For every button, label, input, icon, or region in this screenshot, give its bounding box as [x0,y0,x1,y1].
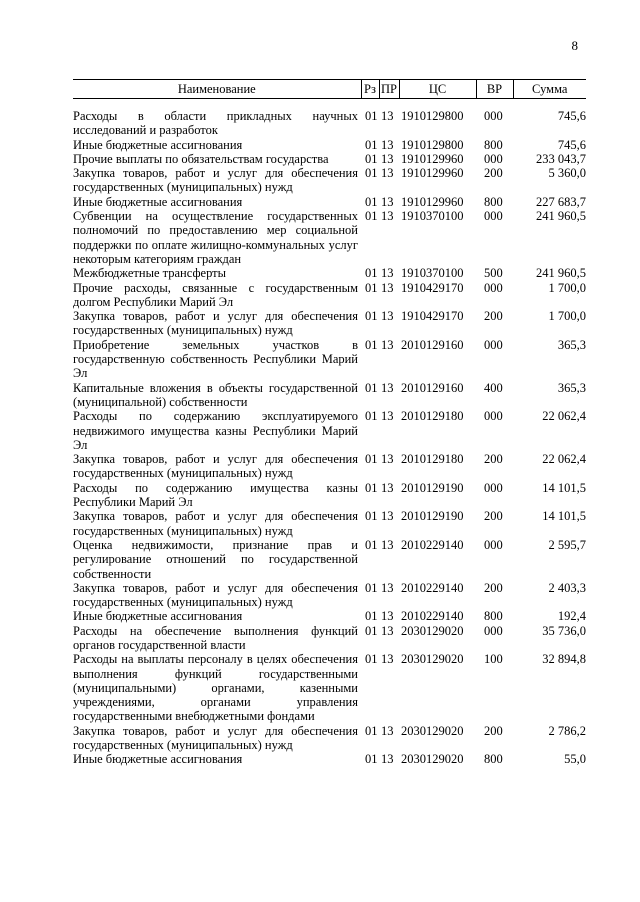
cell-pr: 13 [381,752,394,767]
table-row [73,152,586,166]
cell-name: Расходы на выплаты персоналу в целях обеспечения выполнения функций государственными (муниципальными) органами, казенными учреждениями, органами управления государственными внебюджетными фондами [73,652,358,724]
cell-name: Иные бюджетные ассигнования [73,137,243,152]
table-row [73,652,586,723]
cell-rz: 01 [365,723,378,738]
cell-rz: 01 [365,537,378,552]
cell-name: Расходы на обеспечение выполнения функций органов государственной власти [73,623,358,652]
table-row [73,281,586,310]
cell-vr: 500 [484,266,503,281]
cell-sum: 233 043,7 [536,151,586,166]
table-row [73,166,586,195]
cell-pr: 13 [381,409,394,424]
cell-vr: 200 [484,309,503,324]
cell-cs: 2010129160 [401,380,464,395]
cell-pr: 13 [381,623,394,638]
cell-name: Закупка товаров, работ и услуг для обеспечения государственных (муниципальных) нужд [73,166,358,195]
cell-sum: 241 960,5 [536,266,586,281]
cell-pr: 13 [381,151,394,166]
cell-rz: 01 [365,109,378,123]
header-vr: ВР [476,80,513,99]
cell-name: Расходы по содержанию имущества казны Республики Марий Эл [73,480,358,510]
header-sum: Сумма [513,80,586,99]
cell-pr: 13 [381,309,394,324]
cell-name: Субвенции на осуществление государственных полномочий по предоставлению мер социальной поддержки по оплате жилищно-коммунальных услуг некоторым категориям граждан [73,209,358,266]
cell-rz: 01 [365,166,378,181]
cell-sum: 22 062,4 [542,452,586,467]
cell-rz: 01 [365,452,378,467]
cell-pr: 13 [381,580,394,595]
cell-cs: 1910429170 [401,309,464,324]
cell-sum: 55,0 [564,752,586,767]
cell-name: Капитальные вложения в объекты государственной (муниципальной) собственности [73,380,358,409]
table-row [73,538,586,581]
table-row [73,752,586,766]
header-cs: ЦС [399,80,476,99]
table-row [73,452,586,481]
cell-rz: 01 [365,652,378,667]
cell-sum: 1 700,0 [548,309,586,324]
table-header [73,80,586,99]
table-row [73,381,586,410]
table-row [73,581,586,610]
cell-sum: 192,4 [557,609,586,624]
cell-vr: 200 [484,580,503,595]
cell-cs: 1910129960 [401,166,464,181]
cell-vr: 000 [484,480,503,495]
table-row [73,481,586,510]
cell-vr: 200 [484,509,503,524]
cell-cs: 2030129020 [401,652,464,667]
cell-vr: 000 [484,151,503,166]
cell-cs: 1910129800 [401,109,464,123]
cell-sum: 241 960,5 [536,209,586,224]
cell-pr: 13 [381,266,394,281]
cell-cs: 2010129180 [401,452,464,467]
table-row [73,99,586,138]
cell-pr: 13 [381,509,394,524]
table-row [73,266,586,280]
table-row [73,309,586,338]
cell-cs: 2030129020 [401,752,464,767]
cell-cs: 2010129190 [401,509,464,524]
cell-rz: 01 [365,151,378,166]
cell-rz: 01 [365,380,378,395]
cell-vr: 400 [484,380,503,395]
cell-sum: 745,6 [557,137,586,152]
cell-name: Приобретение земельных участков в государственную собственность Республики Марий Эл [73,337,358,381]
cell-vr: 800 [484,194,503,209]
cell-pr: 13 [381,280,394,295]
cell-cs: 1910129960 [401,151,464,166]
cell-name: Расходы по содержанию эксплуатируемого недвижимого имущества казны Республики Марий Эл [73,409,358,452]
cell-sum: 2 595,7 [548,537,586,552]
cell-cs: 1910370100 [401,209,464,224]
table-row [73,724,586,753]
cell-sum: 32 894,8 [542,652,586,667]
table-body [73,99,586,767]
cell-vr: 100 [484,652,503,667]
table-row [73,338,586,381]
cell-cs: 2010229140 [401,609,464,624]
cell-cs: 2010129190 [401,480,464,495]
cell-name: Закупка товаров, работ и услуг для обеспечения государственных (муниципальных) нужд [73,309,358,338]
cell-name: Иные бюджетные ассигнования [73,752,243,767]
cell-pr: 13 [381,337,394,352]
cell-sum: 35 736,0 [542,623,586,638]
cell-name: Иные бюджетные ассигнования [73,609,243,624]
cell-name: Закупка товаров, работ и услуг для обеспечения государственных (муниципальных) нужд [73,452,358,481]
cell-pr: 13 [381,537,394,552]
cell-vr: 000 [484,209,503,224]
cell-cs: 1910129960 [401,194,464,209]
cell-rz: 01 [365,752,378,767]
cell-pr: 13 [381,480,394,495]
cell-vr: 800 [484,609,503,624]
table-row [73,624,586,653]
cell-pr: 13 [381,137,394,152]
cell-rz: 01 [365,480,378,495]
cell-vr: 200 [484,452,503,467]
cell-rz: 01 [365,137,378,152]
cell-sum: 365,3 [557,337,586,352]
cell-vr: 800 [484,752,503,767]
cell-sum: 5 360,0 [548,166,586,181]
cell-cs: 1910429170 [401,280,464,295]
cell-vr: 000 [484,109,503,123]
cell-sum: 14 101,5 [542,480,586,495]
table-row [73,509,586,538]
cell-pr: 13 [381,609,394,624]
table-row [73,409,586,452]
cell-rz: 01 [365,266,378,281]
page-number: 8 [571,38,578,53]
cell-sum: 14 101,5 [542,509,586,524]
cell-sum: 22 062,4 [542,409,586,424]
cell-cs: 2030129020 [401,723,464,738]
cell-name: Прочие выплаты по обязательствам государства [73,151,329,166]
cell-pr: 13 [381,452,394,467]
cell-rz: 01 [365,309,378,324]
cell-sum: 2 786,2 [548,723,586,738]
cell-rz: 01 [365,580,378,595]
cell-cs: 2010129160 [401,337,464,352]
header-rz: Рз [361,80,379,99]
table-row [73,609,586,623]
cell-sum: 1 700,0 [548,280,586,295]
cell-rz: 01 [365,623,378,638]
cell-cs: 2010129180 [401,409,464,424]
cell-name: Закупка товаров, работ и услуг для обеспечения государственных (муниципальных) нужд [73,580,358,610]
cell-cs: 1910370100 [401,266,464,281]
cell-name: Иные бюджетные ассигнования [73,194,243,209]
cell-vr: 000 [484,337,503,352]
cell-pr: 13 [381,652,394,667]
cell-pr: 13 [381,209,394,224]
cell-cs: 2030129020 [401,623,464,638]
cell-rz: 01 [365,194,378,209]
cell-sum: 227 683,7 [536,194,586,209]
table-row [73,195,586,209]
cell-vr: 000 [484,409,503,424]
cell-cs: 2010229140 [401,537,464,552]
cell-name: Межбюджетные трансферты [73,266,227,281]
cell-cs: 1910129800 [401,137,464,152]
cell-vr: 200 [484,166,503,181]
cell-rz: 01 [365,337,378,352]
cell-name: Закупка товаров, работ и услуг для обеспечения государственных (муниципальных) нужд [73,509,358,538]
cell-name: Прочие расходы, связанные с государственным долгом Республики Марий Эл [73,280,358,309]
cell-name: Закупка товаров, работ и услуг для обеспечения государственных (муниципальных) нужд [73,723,358,753]
cell-vr: 000 [484,280,503,295]
cell-pr: 13 [381,109,394,123]
cell-vr: 800 [484,137,503,152]
cell-sum: 745,6 [557,109,586,123]
cell-cs: 2010229140 [401,580,464,595]
cell-rz: 01 [365,409,378,424]
cell-sum: 2 403,3 [548,580,586,595]
cell-pr: 13 [381,194,394,209]
cell-pr: 13 [381,166,394,181]
cell-vr: 200 [484,723,503,738]
cell-pr: 13 [381,380,394,395]
cell-rz: 01 [365,209,378,224]
budget-table [73,79,586,767]
cell-name: Оценка недвижимости, признание прав и регулирование отношений по государственной собственности [73,537,358,581]
header-row [73,80,586,99]
cell-rz: 01 [365,280,378,295]
cell-sum: 365,3 [557,380,586,395]
cell-vr: 000 [484,537,503,552]
cell-rz: 01 [365,509,378,524]
cell-rz: 01 [365,609,378,624]
header-name: Наименование [73,80,361,99]
cell-name: Расходы в области прикладных научных исследований и разработок [73,109,358,138]
table-row [73,209,586,266]
table-row [73,138,586,152]
cell-vr: 000 [484,623,503,638]
cell-pr: 13 [381,723,394,738]
header-pr: ПР [379,80,399,99]
